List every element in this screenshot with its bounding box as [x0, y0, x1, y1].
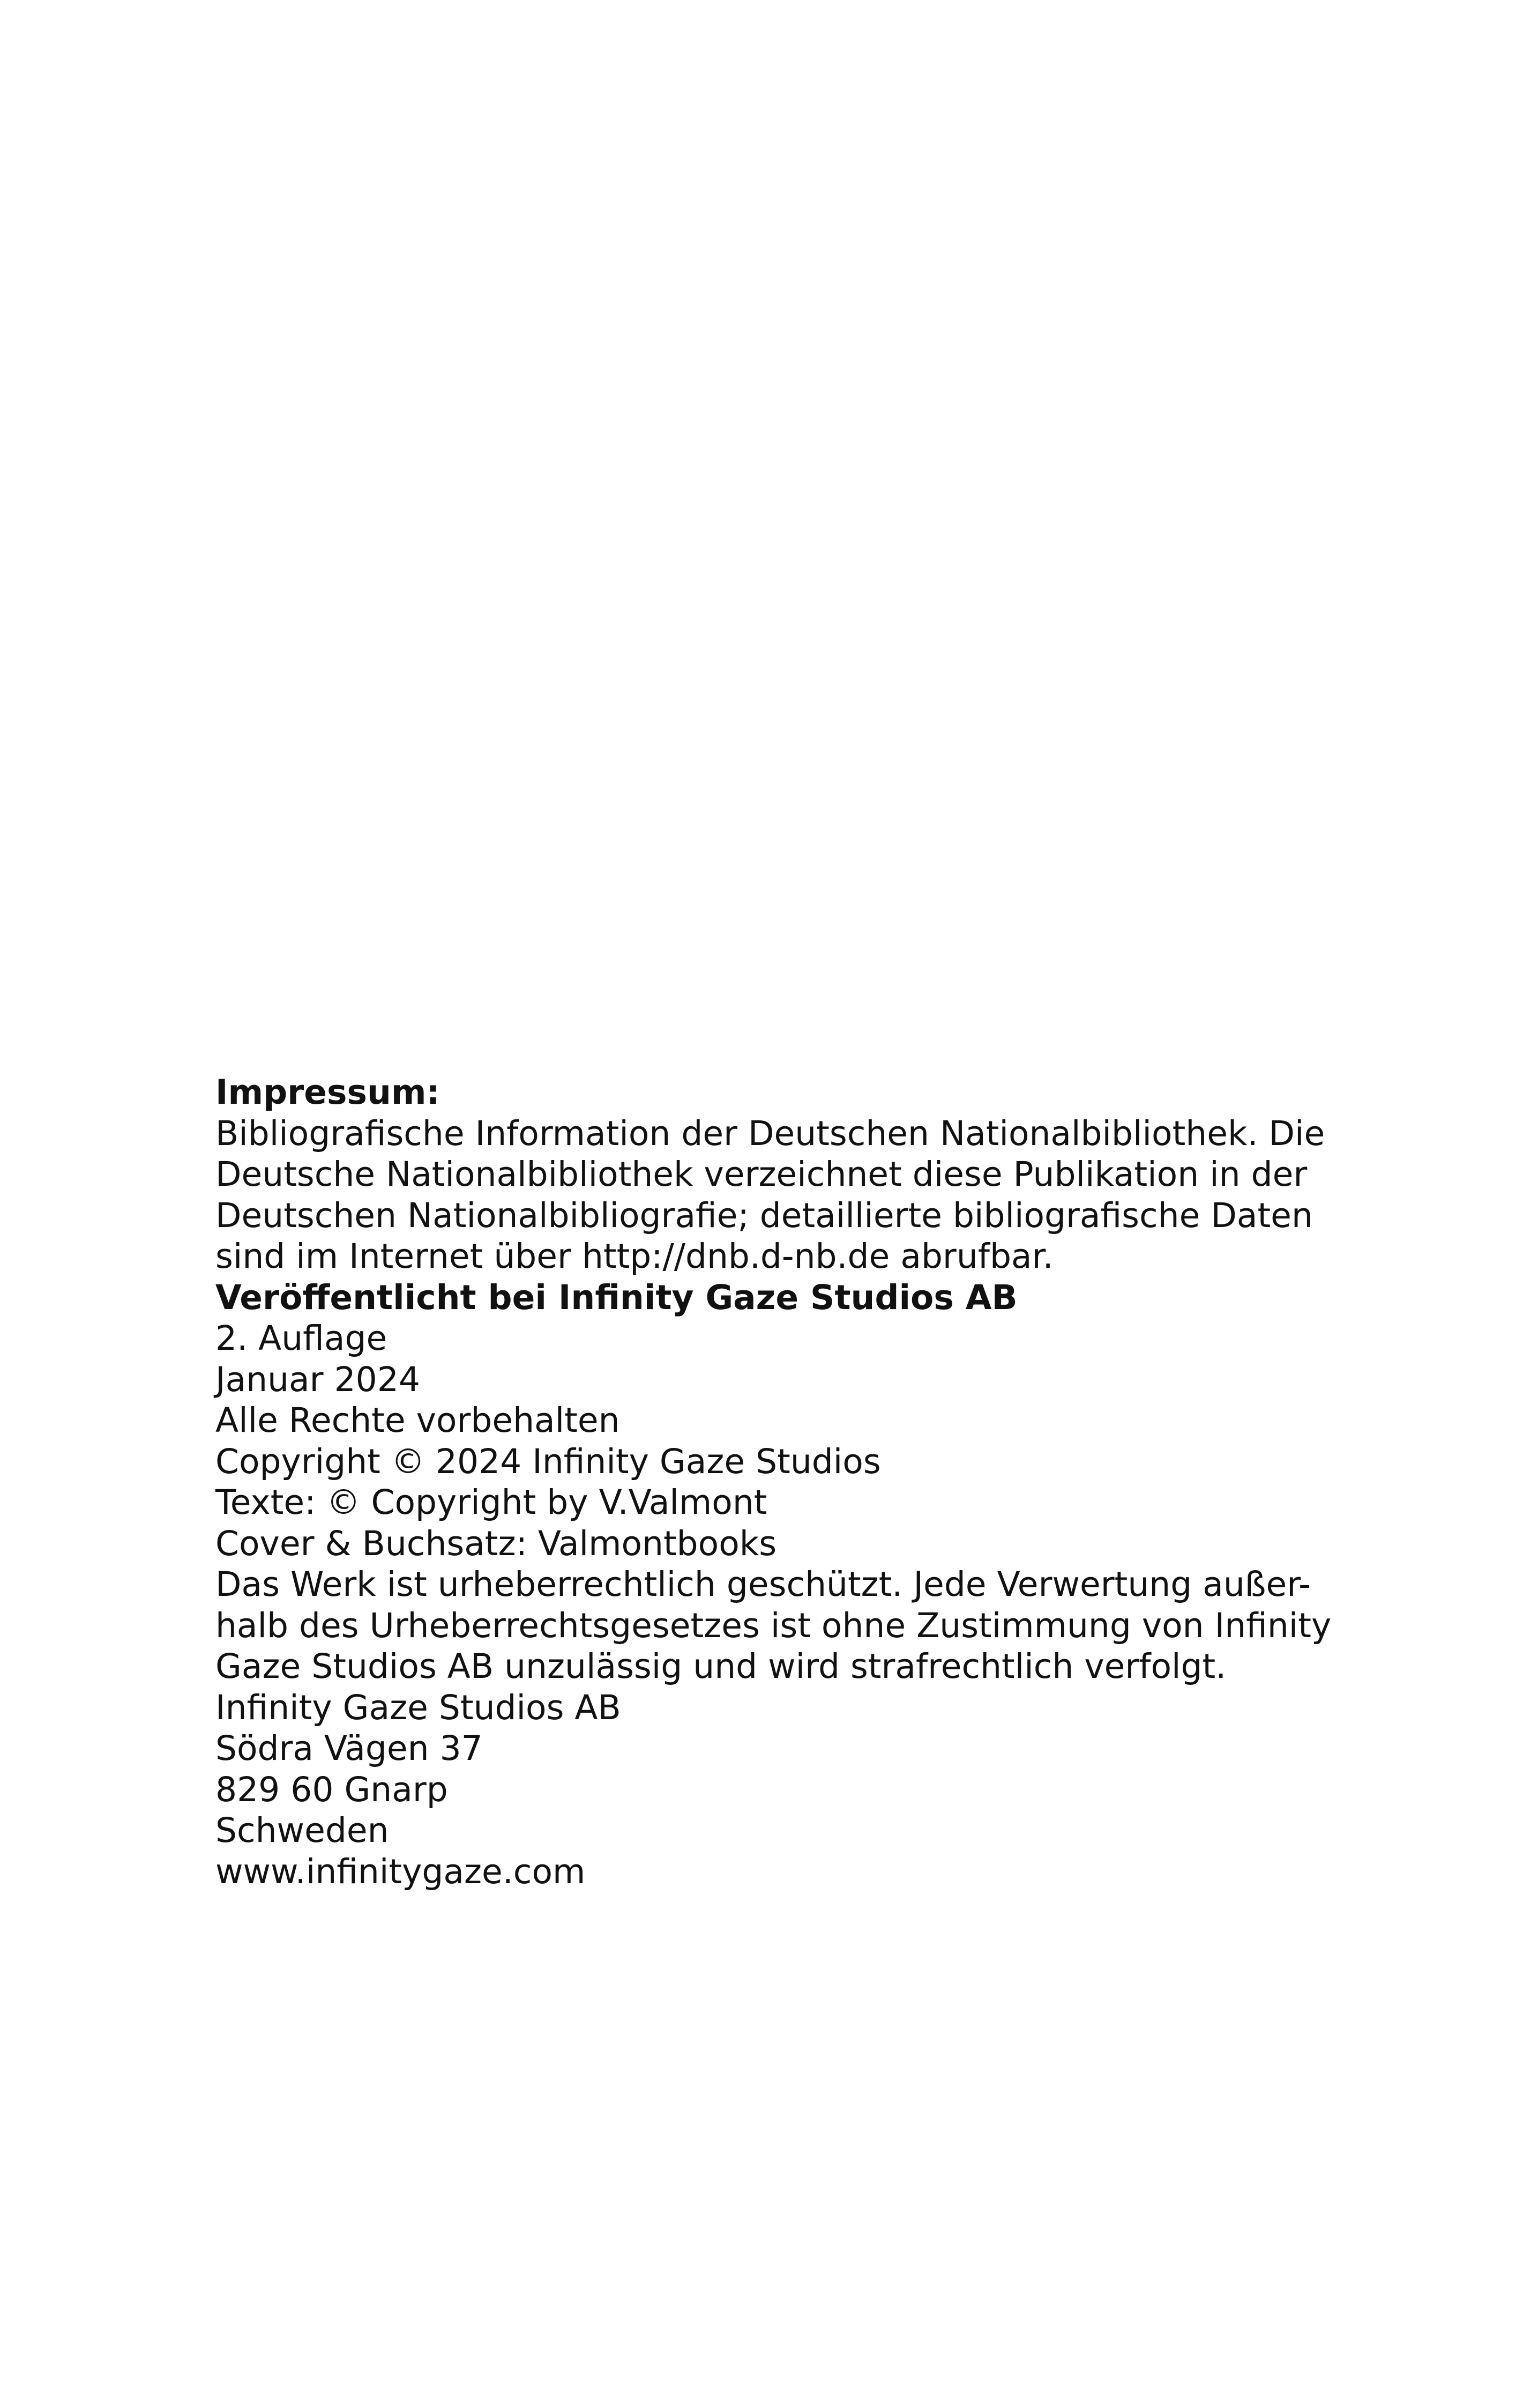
address-street: Södra Vägen 37 — [215, 1729, 483, 1768]
rights-line: Alle Rechte vorbehalten — [215, 1401, 620, 1440]
biblio-line: sind im Internet über http://dnb.d-nb.de abrufbar. — [215, 1237, 1054, 1276]
edition-line: 2. Auflage — [215, 1319, 387, 1358]
biblio-line: Deutschen Nationalbibliografie; detaillierte bibliografische Daten — [215, 1195, 1313, 1235]
legal-line: halb des Urheberrechtsgesetzes ist ohne Zustimmung von Infinity — [215, 1606, 1332, 1645]
publisher-line: Veröffentlicht bei Infinity Gaze Studios AB — [215, 1277, 1018, 1317]
biblio-line: Deutsche Nationalbibliothek verzeichnet diese Publikation in der — [215, 1155, 1308, 1194]
biblio-line: Bibliografische Information der Deutschen Nationalbibliothek. Die — [215, 1113, 1325, 1153]
website-link: www.infinitygaze.com — [215, 1852, 586, 1891]
legal-line: Gaze Studios AB unzulässig und wird strafrechtlich verfolgt. — [215, 1647, 1227, 1686]
copyright-line: Copyright © 2024 Infinity Gaze Studios — [215, 1441, 881, 1481]
legal-line: Das Werk ist urheberrechtlich geschützt. Jede Verwertung außer- — [215, 1565, 1311, 1604]
imprint-heading: Impressum: — [215, 1073, 440, 1112]
date-line: Januar 2024 — [215, 1359, 420, 1399]
address-country: Schweden — [215, 1811, 389, 1850]
address-company: Infinity Gaze Studios AB — [215, 1688, 621, 1727]
texts-credit-line: Texte: © Copyright by V.Valmont — [215, 1483, 767, 1522]
address-postal-city: 829 60 Gnarp — [215, 1770, 448, 1809]
imprint-block — [215, 1072, 1332, 1892]
cover-credit-line: Cover & Buchsatz: Valmontbooks — [215, 1523, 777, 1563]
